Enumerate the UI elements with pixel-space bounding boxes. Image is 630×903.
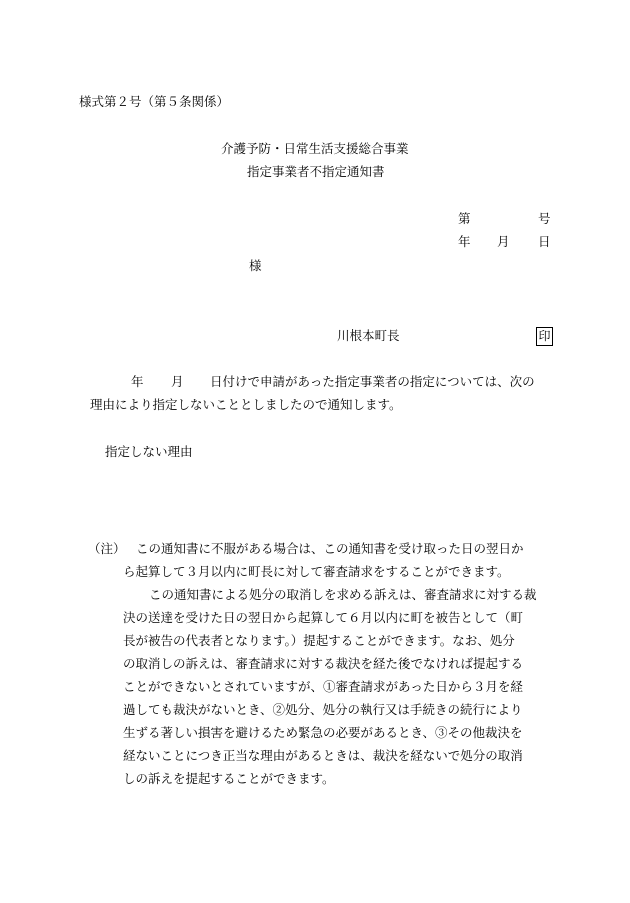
- note2-line-1: この通知書による処分の取消しを求める訴えは、審査請求に対する裁: [149, 587, 537, 602]
- number-prefix: 第: [458, 211, 471, 226]
- form-number: 様式第２号（第５条関係）: [79, 94, 230, 109]
- title-line-1: 介護予防・日常生活支援総合事業: [221, 141, 409, 156]
- intro-line-2: 理由により指定しないこととしましたので通知します。: [90, 397, 402, 412]
- note2-line-6: 過しても裁決がないとき、②処分、処分の執行又は手続きの続行により: [123, 702, 523, 717]
- number-suffix: 号: [538, 211, 551, 226]
- note2-line-8: 経ないことにつき正当な理由があるときは、裁決を経ないで処分の取消: [123, 748, 523, 763]
- note2-line-5: ことができないとされていますが、①審査請求があった日から３月を経: [123, 679, 523, 694]
- note2-line-7: 生ずる著しい損害を避けるため緊急の必要があるとき、③その他裁決を: [123, 725, 523, 740]
- intro-year: 年: [131, 374, 144, 389]
- issuer-name: 川根本町長: [337, 328, 400, 343]
- seal-box: 印: [536, 327, 553, 346]
- note2-line-2: 決の送達を受けた日の翌日から起算して６月以内に町を被告として（町: [123, 610, 524, 625]
- intro-line-1: 日付けで申請があった指定事業者の指定については、次の: [210, 374, 535, 389]
- date-month: 月: [497, 234, 510, 249]
- note2-line-9: しの訴えを提起することができます。: [123, 771, 335, 786]
- note1-line-1: この通知書に不服がある場合は、この通知書を受け取った日の翌日か: [136, 541, 524, 556]
- addressee-suffix: 様: [249, 258, 262, 273]
- note2-line-4: の取消しの訴えは、審査請求に対する裁決を経た後でなければ提起する: [123, 656, 524, 671]
- intro-month: 月: [171, 374, 184, 389]
- date-year: 年: [458, 234, 471, 249]
- title-line-2: 指定事業者不指定通知書: [247, 164, 385, 179]
- date-day: 日: [538, 234, 551, 249]
- note2-line-3: 長が被告の代表者となります。）提起することができます。なお、処分: [123, 633, 515, 648]
- reason-heading: 指定しない理由: [105, 444, 193, 459]
- note-label: （注）: [88, 541, 126, 556]
- note1-line-2: ら起算して３月以内に町長に対して審査請求をすることができます。: [123, 564, 510, 579]
